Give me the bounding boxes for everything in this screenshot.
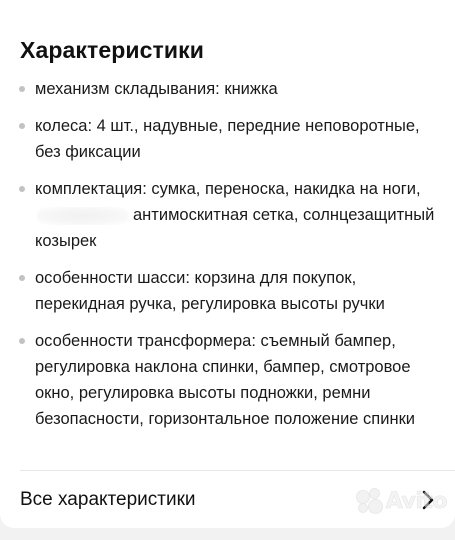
all-characteristics-label: Все характеристики xyxy=(20,489,196,510)
specs-list xyxy=(0,76,455,432)
spec-item-chassis-features xyxy=(0,265,455,317)
blurred-text-patch xyxy=(37,207,129,225)
avito-watermark-text: Avito xyxy=(385,488,447,514)
spec-item-package-contents xyxy=(0,176,455,254)
spec-item-text: механизм складывания: книжка xyxy=(35,80,278,98)
bullet-dot xyxy=(19,338,25,344)
bullet-dot xyxy=(19,86,25,92)
avito-logo-icon xyxy=(356,488,382,514)
avito-watermark xyxy=(356,488,447,514)
spec-item-text: особенности шасси: корзина для покупок, перекидная ручка, регулировка высоты ручки xyxy=(35,269,385,313)
spec-item-text-part-1: комплектация: сумка, переноска, накидка на ноги, xyxy=(35,180,421,198)
spec-item-wheels xyxy=(0,113,455,165)
bullet-dot xyxy=(19,186,25,192)
spec-item-text-part-2: антимоскитная сетка, солнцезащитный козырек xyxy=(35,206,435,250)
section-title: Характеристики xyxy=(20,37,204,63)
spec-item-folding-mechanism xyxy=(0,76,455,102)
bullet-dot xyxy=(19,123,25,129)
bullet-dot xyxy=(19,275,25,281)
spec-item-text: особенности трансформера: съемный бампер, регулировка наклона спинки, бампер, смотровое окно, регулировка высоты подножки, ремни безопасности, горизонтальное положение спинки xyxy=(35,332,415,428)
spec-item-transformer-features xyxy=(0,328,455,432)
spec-item-text: колеса: 4 шт., надувные, передние неповоротные, без фиксации xyxy=(35,117,420,161)
